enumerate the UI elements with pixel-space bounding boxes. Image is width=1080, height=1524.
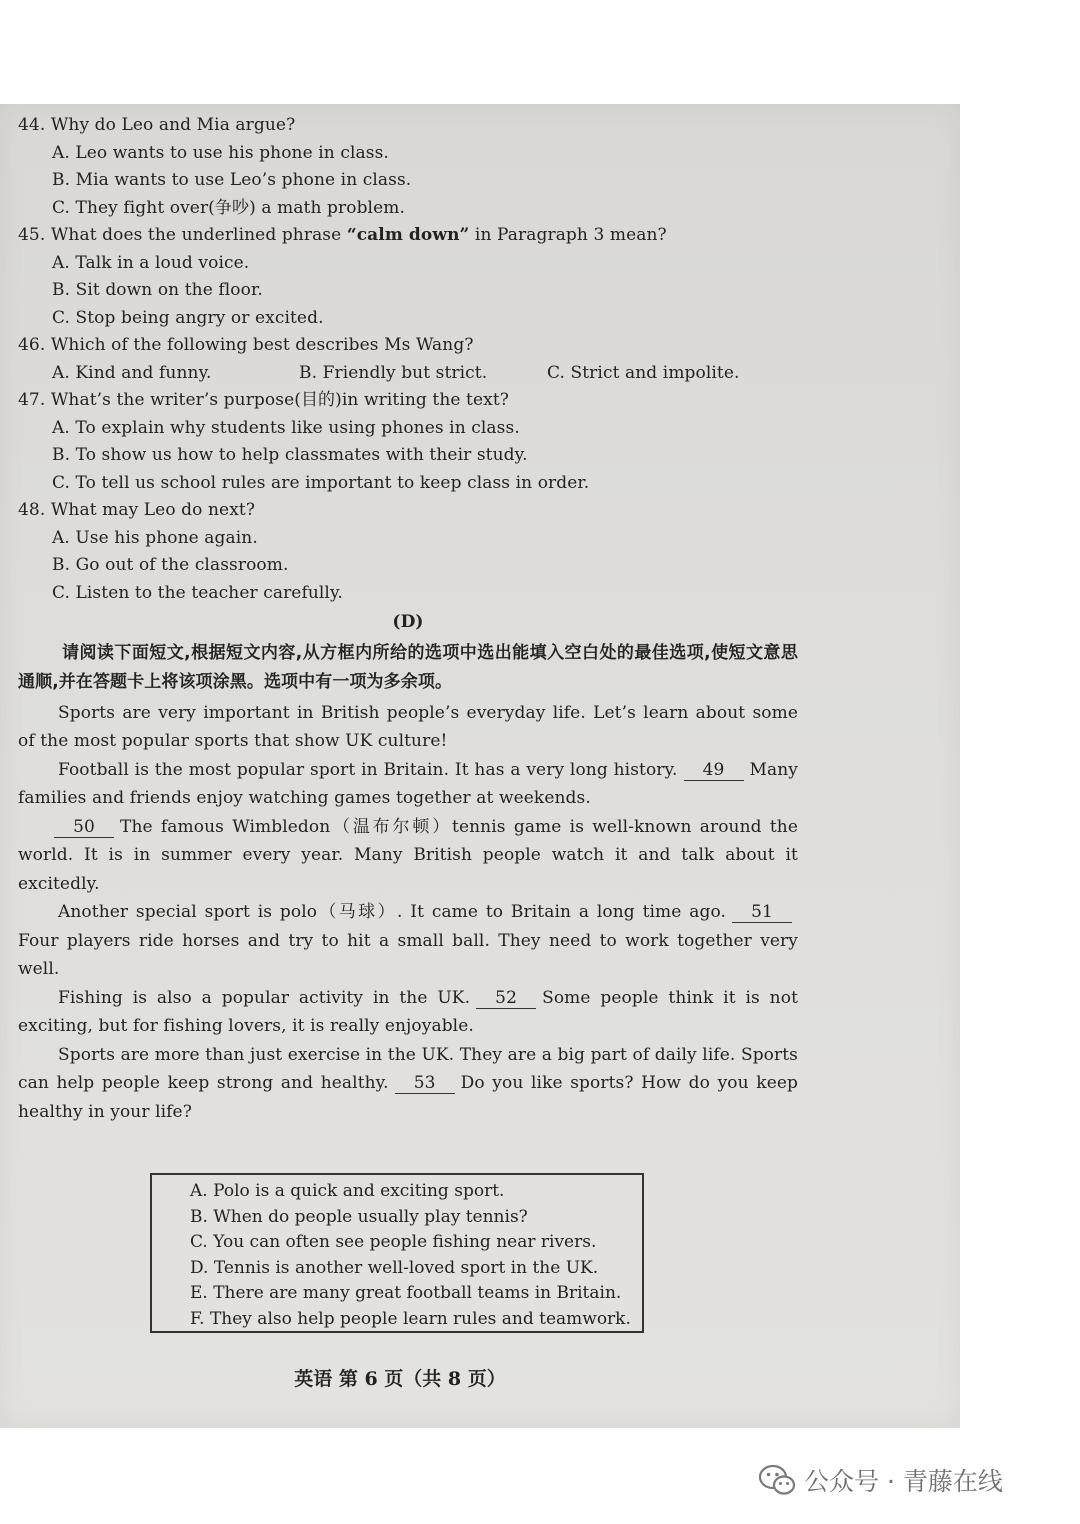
option: C. Strict and impolite. <box>547 362 740 383</box>
option: B. Friendly but strict. <box>299 362 488 383</box>
section-heading: (D) <box>392 612 424 632</box>
option-row <box>52 360 798 388</box>
choice-item: F. They also help people learn rules and teamwork. <box>190 1308 631 1329</box>
option: B. Mia wants to use Leo’s phone in class. <box>52 170 412 190</box>
option: C. They fight over(争吵) a math problem. <box>52 197 405 218</box>
option: A. Kind and funny. <box>52 362 212 383</box>
question-45: 45. What does the underlined phrase “calm down” in Paragraph 3 mean? <box>18 225 667 245</box>
option: C. Listen to the teacher carefully. <box>52 582 343 603</box>
blank-51: 51 <box>732 902 792 923</box>
exam-content <box>18 112 798 1126</box>
blank-49: 49 <box>684 760 744 781</box>
passage-paragraph: Fishing is also a popular activity in the UK. 52 Some people think it is not exciting, but for fishing lovers, it is really enjoyable. <box>18 987 798 1036</box>
choice-item: D. Tennis is another well-loved sport in the UK. <box>190 1257 599 1278</box>
passage-paragraph: Another special sport is polo（马球）. It came to Britain a long time ago. 51Four players ride horses and try to hit a small ball. They need to work together very well. <box>18 902 798 979</box>
choices-box <box>150 1173 644 1333</box>
wechat-icon <box>758 1464 796 1496</box>
option: A. Leo wants to use his phone in class. <box>52 142 389 163</box>
choice-item: B. When do people usually play tennis? <box>190 1206 528 1227</box>
question-44: 44. Why do Leo and Mia argue? <box>18 115 296 135</box>
underlined-phrase: “calm down” <box>346 225 470 245</box>
blank-52: 52 <box>476 988 536 1009</box>
option: B. To show us how to help classmates with their study. <box>52 445 528 465</box>
question-47: 47. What’s the writer’s purpose(目的)in writing the text? <box>18 390 509 410</box>
section-instruction: 请阅读下面短文,根据短文内容,从方框内所给的选项中选出能填入空白处的最佳选项,使短文意思通顺,并在答题卡上将该项涂黑。选项中有一项为多余项。 <box>18 642 798 692</box>
question-48: 48. What may Leo do next? <box>18 500 256 520</box>
option: A. To explain why students like using phones in class. <box>52 417 520 438</box>
question-46: 46. Which of the following best describes Ms Wang? <box>18 335 474 355</box>
watermark-text: 公众号 · 青藤在线 <box>804 1467 1003 1496</box>
choice-item: C. You can often see people fishing near rivers. <box>190 1232 597 1252</box>
passage-paragraph: 50 The famous Wimbledon（温布尔顿）tennis game is well-known around the world. It is in summer every year. Many British people watch it and talk about it excitedly. <box>18 816 798 894</box>
choice-item: A. Polo is a quick and exciting sport. <box>190 1181 505 1201</box>
option: B. Sit down on the floor. <box>52 280 263 300</box>
watermark <box>758 1462 1003 1498</box>
option: C. To tell us school rules are important to keep class in order. <box>52 472 590 493</box>
passage-paragraph: Sports are very important in British people’s everyday life. Let’s learn about some of the most popular sports that show UK culture! <box>18 702 798 751</box>
blank-50: 50 <box>54 817 114 838</box>
choice-item: E. There are many great football teams in Britain. <box>190 1283 622 1303</box>
option: A. Talk in a loud voice. <box>52 252 250 273</box>
passage-paragraph: Football is the most popular sport in Britain. It has a very long history. 49 Many families and friends enjoy watching games together at weekends. <box>18 759 798 808</box>
blank-53: 53 <box>395 1073 455 1094</box>
option: B. Go out of the classroom. <box>52 555 289 575</box>
option: A. Use his phone again. <box>52 527 258 548</box>
page-footer: 英语 第 6 页（共 8 页） <box>294 1368 506 1390</box>
passage-paragraph: Sports are more than just exercise in the UK. They are a big part of daily life. Sports can help people keep strong and healthy. 53 Do you like sports? How do you keep healthy in your life? <box>18 1044 798 1122</box>
option: C. Stop being angry or excited. <box>52 307 324 328</box>
